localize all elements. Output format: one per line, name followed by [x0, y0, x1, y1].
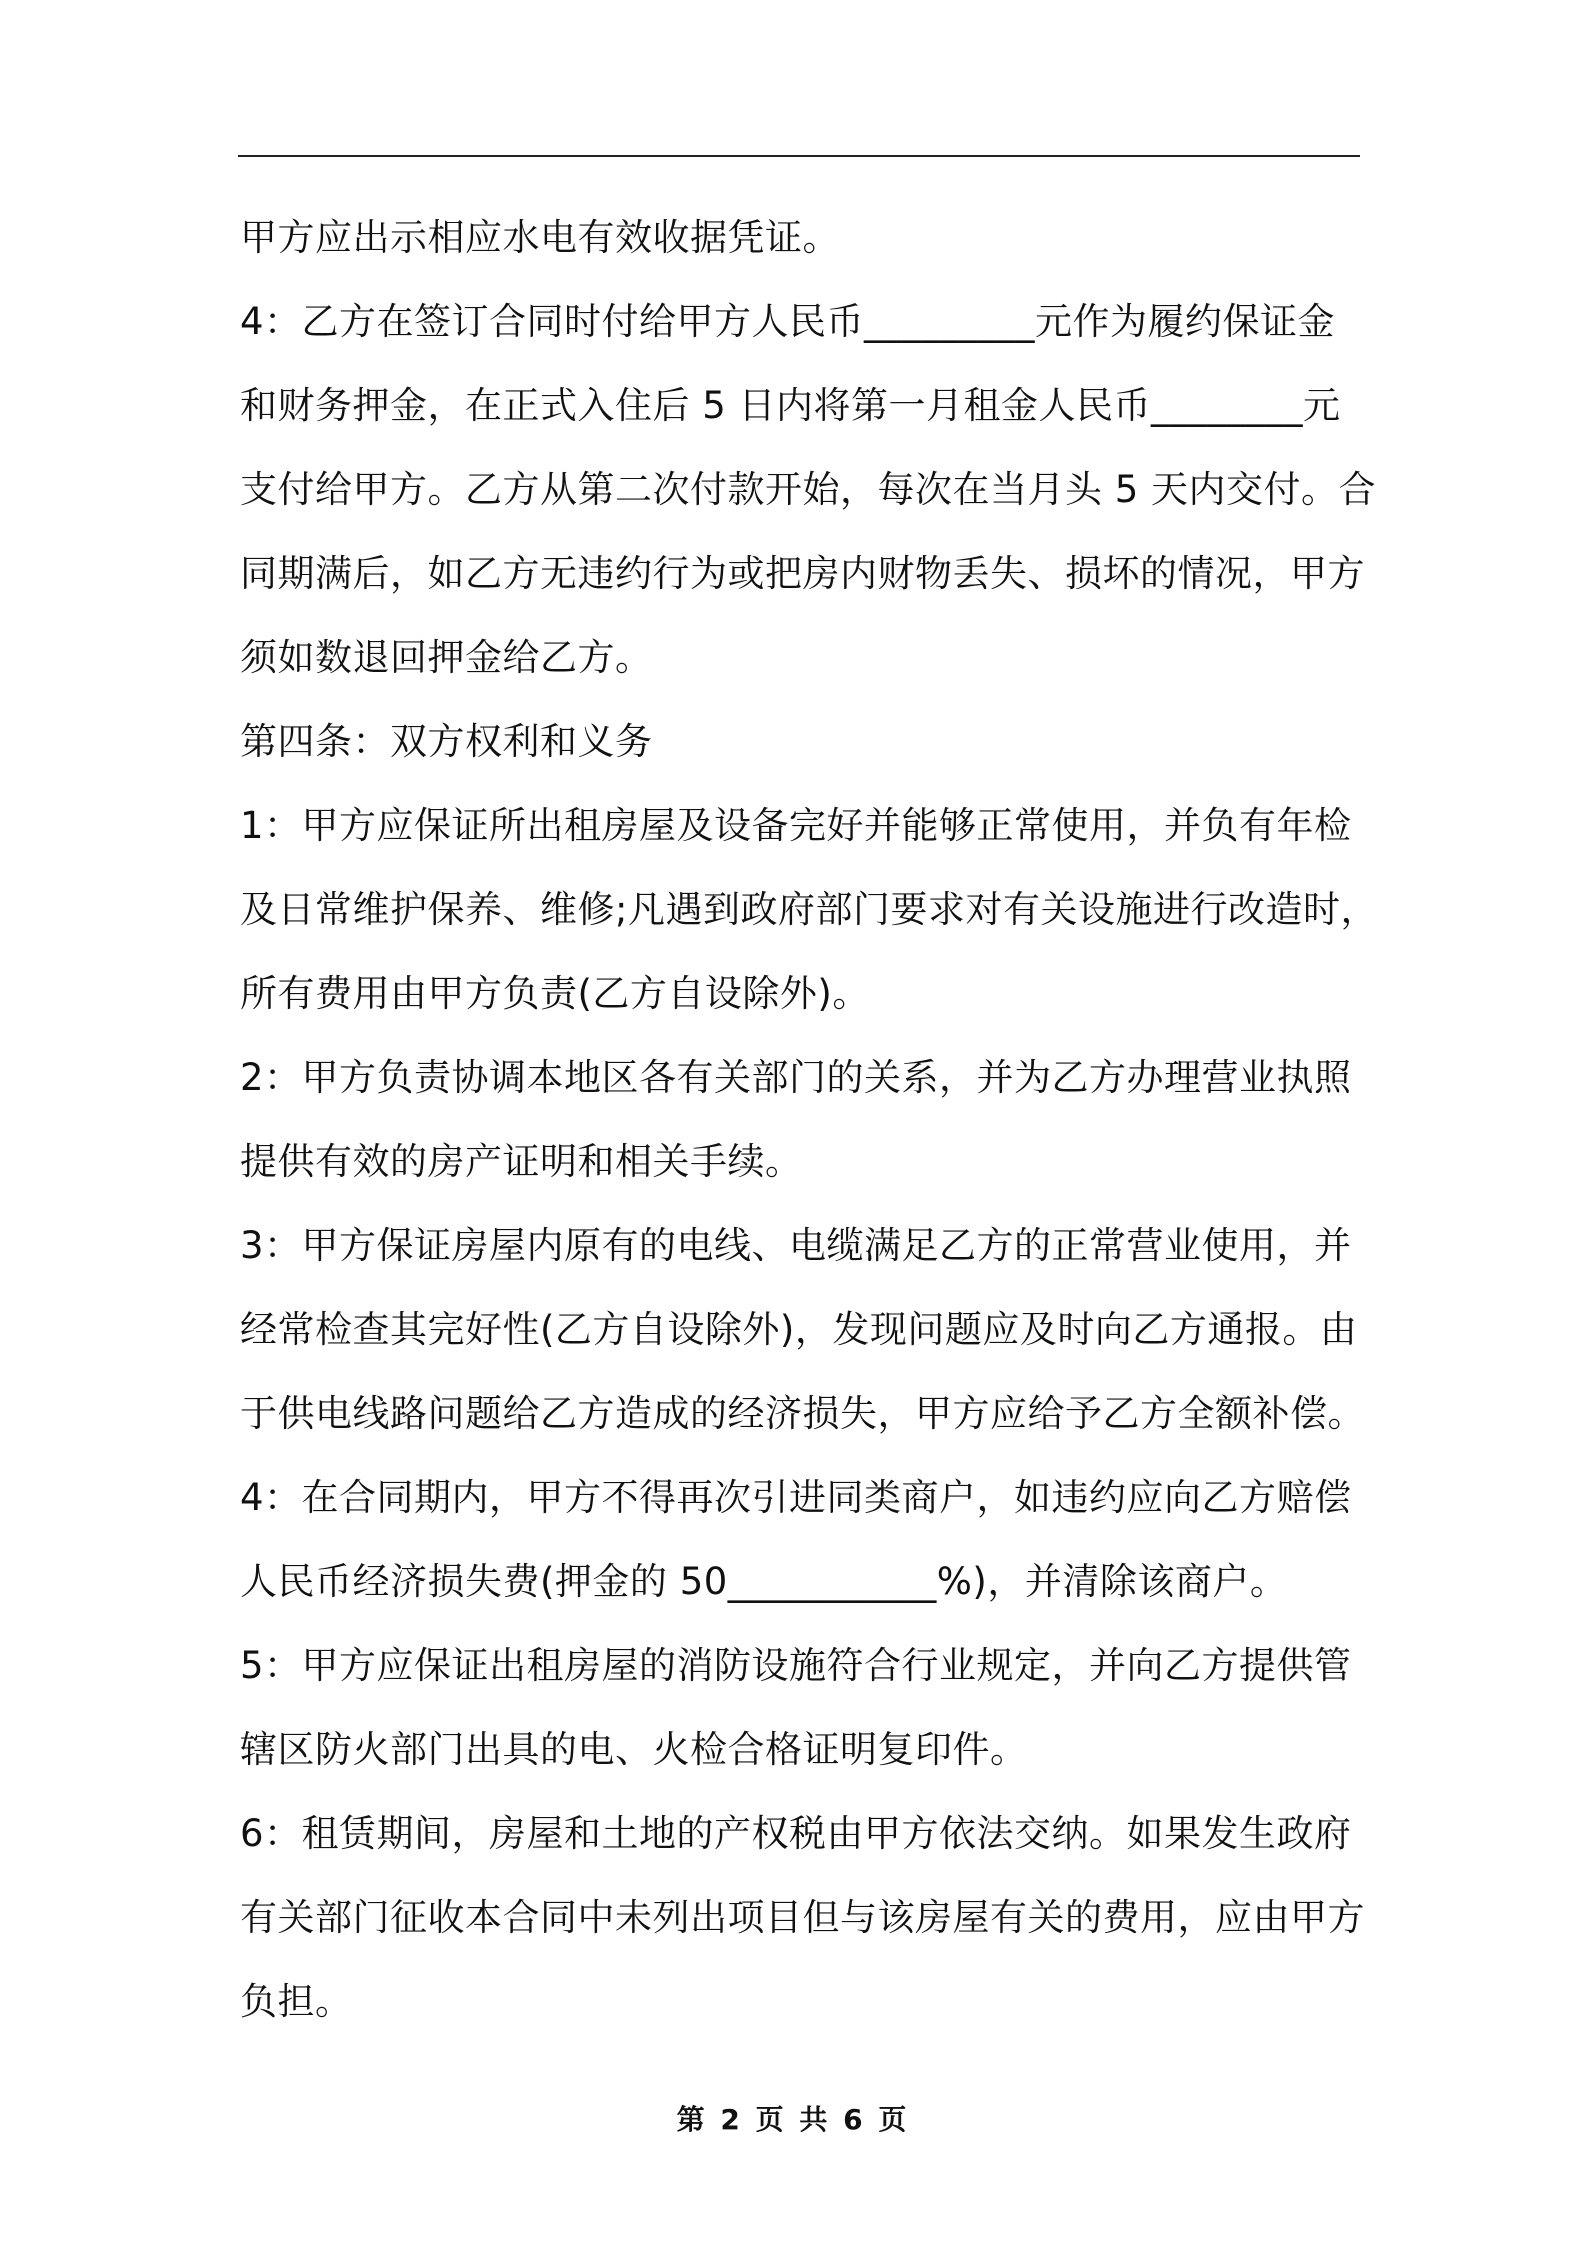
text-line: 及日常维护保养、维修;凡遇到政府部门要求对有关设施进行改造时，: [240, 888, 1378, 931]
text-line: 负担。: [240, 1980, 353, 2023]
text-line: 2：甲方负责协调本地区各有关部门的关系，并为乙方办理营业执照: [240, 1056, 1352, 1099]
text-line: 辖区防火部门出具的电、火检合格证明复印件。: [240, 1728, 1028, 1771]
page-number: 第 2 页 共 6 页: [676, 2103, 910, 2136]
text-line: 3：甲方保证房屋内原有的电线、电缆满足乙方的正常营业使用，并: [240, 1224, 1352, 1267]
text-line: 甲方应出示相应水电有效收据凭证。: [240, 216, 840, 259]
text-line: 支付给甲方。乙方从第二次付款开始，每次在当月头 5 天内交付。合: [240, 468, 1377, 511]
text-line: 所有费用由甲方负责(乙方自设除外)。: [240, 972, 870, 1015]
text-line: 4：在合同期内，甲方不得再次引进同类商户，如违约应向乙方赔偿: [240, 1476, 1352, 1519]
text-line: 有关部门征收本合同中未列出项目但与该房屋有关的费用，应由甲方: [240, 1896, 1365, 1939]
header-rule: [238, 155, 1360, 157]
section-heading: 第四条：双方权利和义务: [240, 720, 653, 763]
text-line: 于供电线路问题给乙方造成的经济损失，甲方应给予乙方全额补偿。: [240, 1392, 1365, 1435]
text-line: 6：租赁期间，房屋和土地的产权税由甲方依法交纳。如果发生政府: [240, 1812, 1352, 1855]
text-line: 须如数退回押金给乙方。: [240, 636, 653, 679]
document-body: [240, 196, 1378, 2044]
text-line: 1：甲方应保证所出租房屋及设备完好并能够正常使用，并负有年检: [240, 804, 1352, 847]
text-line: 5：甲方应保证出租房屋的消防设施符合行业规定，并向乙方提供管: [240, 1644, 1352, 1687]
text-line: 同期满后，如乙方无违约行为或把房内财物丢失、损坏的情况，甲方: [240, 552, 1365, 595]
text-line: 人民币经济损失费(押金的 50___________%)，并清除该商户。: [240, 1560, 1288, 1603]
text-line: 和财务押金，在正式入住后 5 日内将第一月租金人民币________元: [240, 384, 1341, 427]
text-line: 经常检查其完好性(乙方自设除外)，发现问题应及时向乙方通报。由: [240, 1308, 1358, 1351]
text-line: 提供有效的房产证明和相关手续。: [240, 1140, 803, 1183]
text-line: 4：乙方在签订合同时付给甲方人民币_________元作为履约保证金: [240, 300, 1336, 343]
